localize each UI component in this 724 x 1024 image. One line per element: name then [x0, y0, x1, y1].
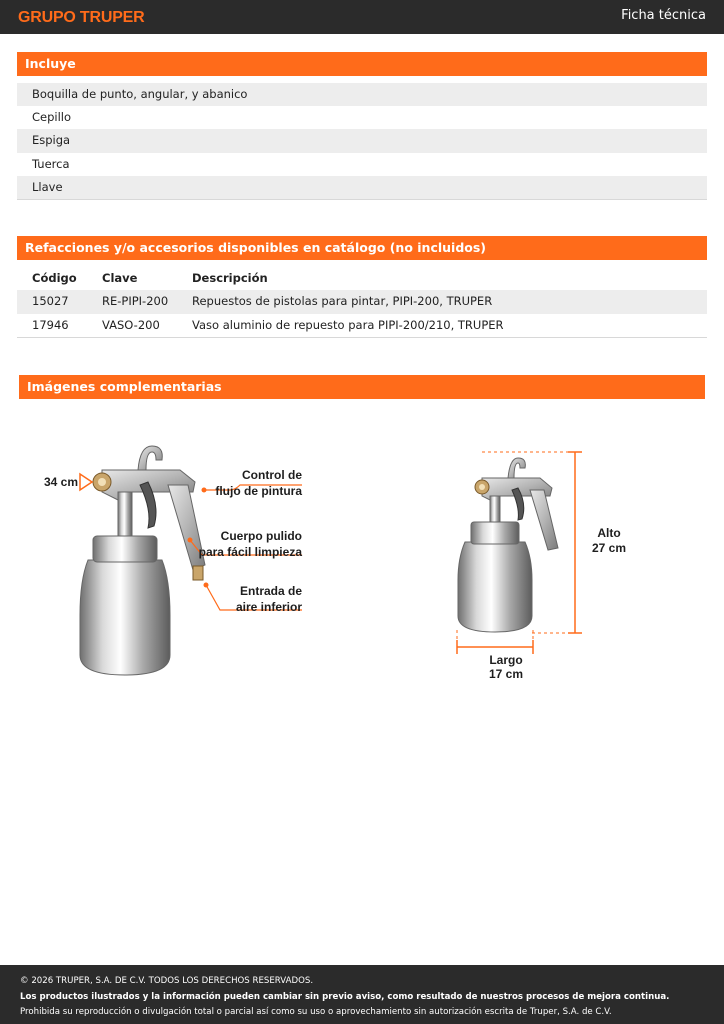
brand-logo: GRUPO TRUPER [18, 9, 145, 26]
footer-prohibition: Prohibida su reproducción o divulgación total o parcial así como su uso o aprovechamiento sin autorización escrita de Truper, S.A. de C.V. [20, 1007, 612, 1017]
width-label: Largo [489, 653, 523, 667]
height-value: 27 cm [591, 541, 627, 555]
list-item: Espiga [17, 129, 707, 152]
product-illustrations [30, 430, 690, 700]
column-header-codigo: Código [32, 271, 77, 285]
list-item: Boquilla de punto, angular, y abanico [17, 83, 707, 106]
document-type: Ficha técnica [621, 8, 706, 23]
table-header-row [17, 267, 707, 290]
callout-air-inlet-1: Entrada de [239, 584, 302, 598]
cell-codigo: 17946 [32, 317, 69, 332]
section-title-incluye: Incluye [17, 52, 707, 76]
cell-descripcion: Vaso aluminio de repuesto para PIPI-200/210, TRUPER [192, 317, 504, 332]
callout-body-2: para fácil limpieza [198, 545, 302, 559]
column-header-clave: Clave [102, 271, 138, 285]
cell-codigo: 15027 [32, 294, 69, 309]
callout-flow-control-1: Control de [242, 468, 302, 482]
list-item: Tuerca [17, 153, 707, 176]
list-item: Cepillo [17, 106, 707, 129]
callout-flow-control-2: flujo de pintura [215, 484, 302, 498]
footer [0, 965, 724, 1024]
list-item: Llave [17, 176, 707, 199]
footer-notice: Los productos ilustrados y la información pueden cambiar sin previo aviso, como resultado de nuestros procesos de mejora continua. [20, 991, 670, 1002]
spray-gun-illustration-right [457, 452, 582, 654]
callout-air-inlet-2: aire inferior [235, 600, 302, 614]
table-row [17, 314, 707, 337]
cell-clave: RE-PIPI-200 [102, 294, 169, 309]
cell-descripcion: Repuestos de pistolas para pintar, PIPI-200, TRUPER [192, 294, 493, 309]
section-title-refacciones: Refacciones y/o accesorios disponibles en catálogo (no incluidos) [17, 236, 707, 260]
distance-label: 34 cm [44, 475, 79, 489]
top-bar [0, 0, 724, 34]
section-title-imagenes: Imágenes complementarias [19, 375, 705, 399]
table-row [17, 290, 707, 313]
callout-body-1: Cuerpo pulido [220, 529, 302, 543]
complementary-images [30, 430, 690, 700]
column-header-descripcion: Descripción [192, 271, 268, 285]
width-value: 17 cm [488, 667, 524, 681]
incluye-list [17, 83, 707, 200]
footer-copyright: © 2026 TRUPER, S.A. DE C.V. TODOS LOS DERECHOS RESERVADOS. [20, 976, 314, 986]
cell-clave: VASO-200 [102, 317, 160, 332]
refacciones-table [17, 267, 707, 338]
height-label: Alto [597, 526, 621, 540]
